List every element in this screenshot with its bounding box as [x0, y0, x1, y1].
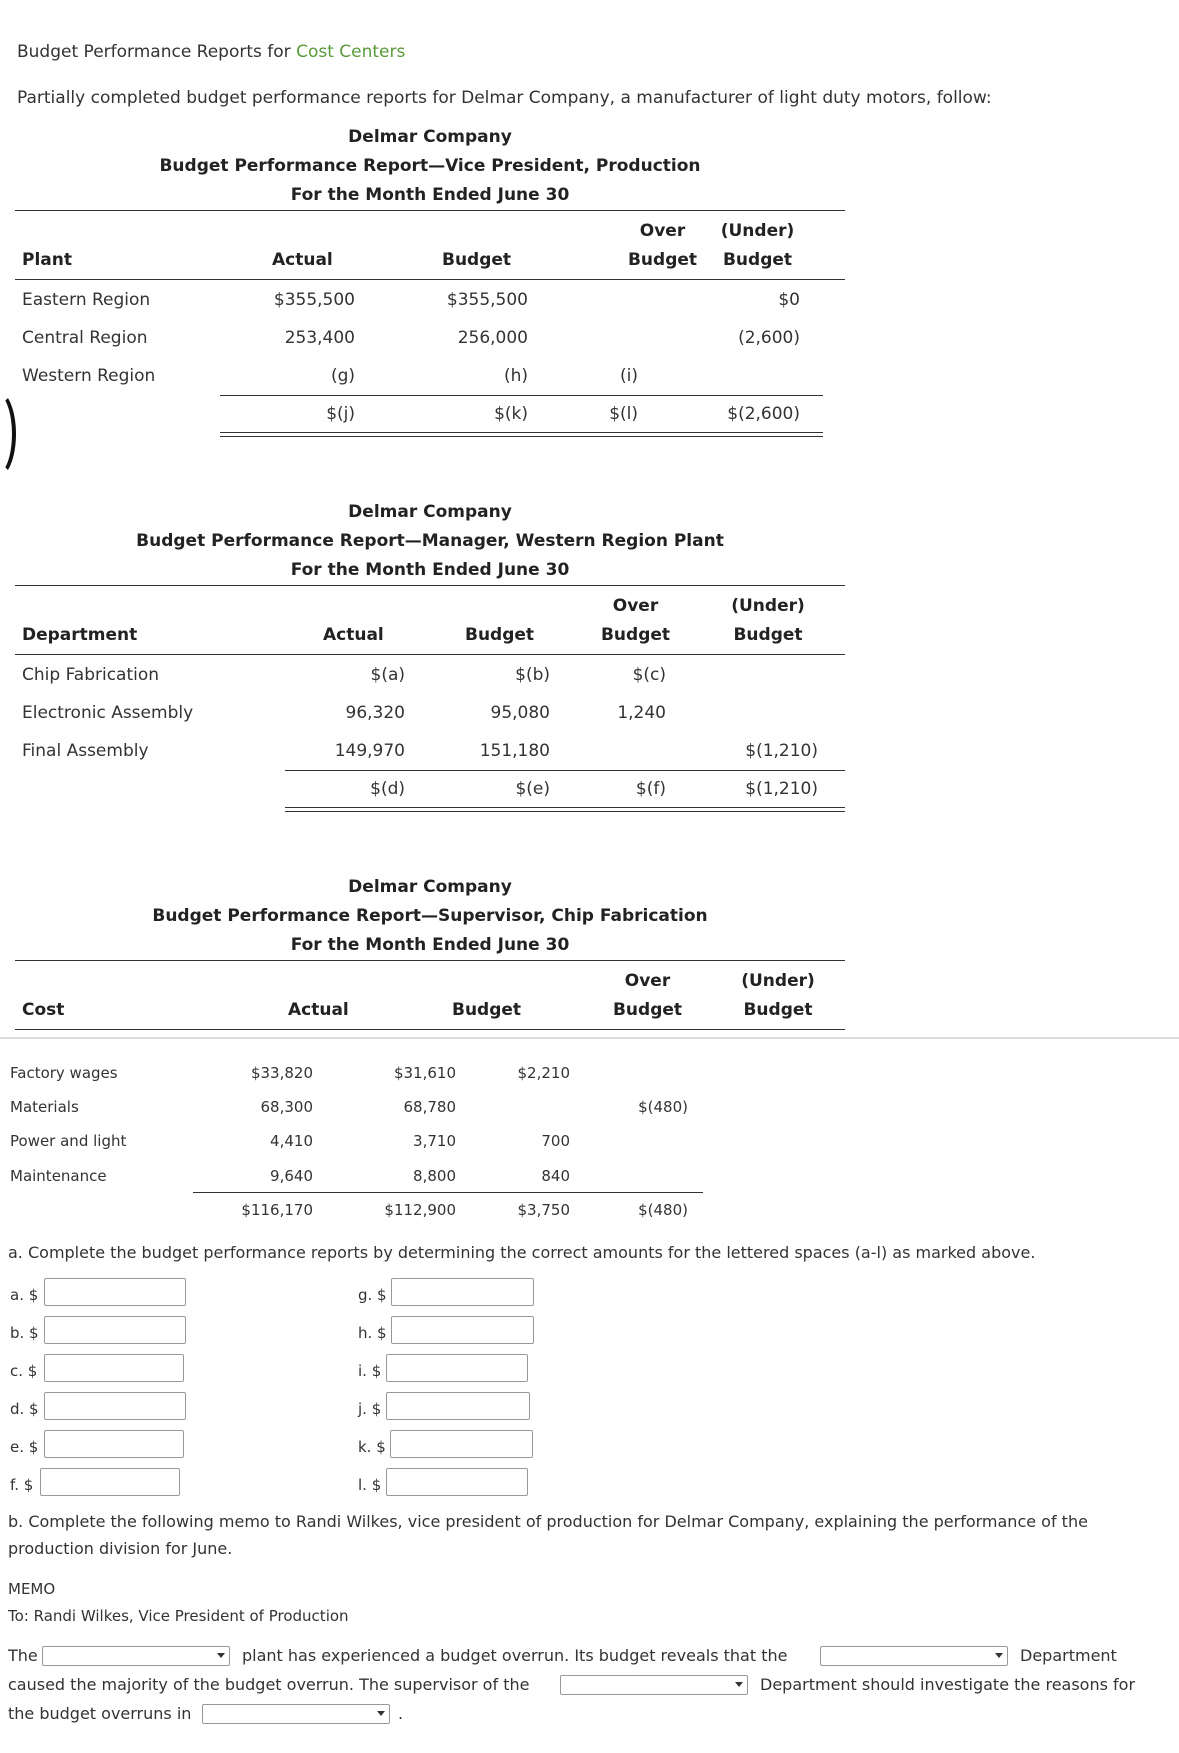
total-actual: $(d) — [370, 779, 405, 799]
answer-label-e: e. $ — [10, 1438, 39, 1456]
cell-budget: 8,800 — [413, 1167, 456, 1185]
cell-actual: $(a) — [370, 665, 405, 685]
cell-budget: 68,780 — [403, 1098, 456, 1116]
answer-input-e[interactable] — [44, 1430, 184, 1458]
report1-period: For the Month Ended June 30 — [290, 185, 570, 205]
cell-actual: 96,320 — [345, 703, 405, 723]
answer-label-h: h. $ — [358, 1324, 387, 1342]
cell-actual: $355,500 — [273, 290, 355, 310]
memo-text-3: Department — [1020, 1646, 1117, 1665]
cell-over: $(c) — [632, 665, 666, 685]
total-actual: $116,170 — [241, 1201, 313, 1219]
total-under: $(1,210) — [745, 779, 818, 799]
table-row-label: Factory wages — [10, 1064, 118, 1082]
cell-actual: 149,970 — [334, 741, 405, 761]
part-a-instruction: a. Complete the budget performance reports by determining the correct amounts for the lettered spaces (a-l) as marked above. — [8, 1243, 1036, 1262]
cell-budget: 256,000 — [457, 328, 528, 348]
total-budget: $112,900 — [384, 1201, 456, 1219]
report3-under-hdr2: Budget — [743, 1000, 813, 1020]
table-row-label: Eastern Region — [22, 290, 151, 310]
answer-label-b: b. $ — [10, 1324, 39, 1342]
table-row-label: Maintenance — [10, 1167, 107, 1185]
report1-over-hdr1: Over — [639, 221, 686, 241]
memo-text-6: the budget overruns in — [8, 1704, 192, 1723]
answer-input-g[interactable] — [391, 1278, 534, 1306]
total-over: $(f) — [635, 779, 666, 799]
report3-company: Delmar Company — [348, 877, 512, 897]
cell-budget: $(b) — [515, 665, 550, 685]
report3-over-hdr1: Over — [624, 971, 671, 991]
total-budget: $(e) — [515, 779, 550, 799]
memo-heading: MEMO — [8, 1580, 56, 1598]
answer-label-k: k. $ — [358, 1438, 386, 1456]
cell-budget: 3,710 — [413, 1132, 456, 1150]
cell-over: 700 — [541, 1132, 570, 1150]
report2-dept-hdr: Department — [22, 625, 138, 645]
total-over: $(l) — [609, 404, 638, 424]
page-title: Budget Performance Reports for Cost Centers — [17, 42, 406, 62]
report1-under-hdr1: (Under) — [720, 221, 795, 241]
cell-actual: 4,410 — [270, 1132, 313, 1150]
total-over: $3,750 — [517, 1201, 570, 1219]
report2-title: Budget Performance Report—Manager, Western Region Plant — [136, 531, 724, 551]
table-row-label: Electronic Assembly — [22, 703, 194, 723]
table-row-label: Western Region — [22, 366, 156, 386]
report2-actual-hdr: Actual — [323, 625, 384, 645]
cell-budget: $355,500 — [446, 290, 528, 310]
table-row-label: Materials — [10, 1098, 79, 1116]
total-actual: $(j) — [326, 404, 355, 424]
cell-over: (i) — [620, 366, 638, 386]
answer-label-c: c. $ — [10, 1362, 38, 1380]
report3-budget-hdr: Budget — [452, 1000, 522, 1020]
answer-input-a[interactable] — [44, 1278, 186, 1306]
answer-label-j: j. $ — [358, 1400, 382, 1418]
cell-under: $(1,210) — [745, 741, 818, 761]
answer-label-a: a. $ — [10, 1286, 39, 1304]
chevron-down-icon — [995, 1653, 1003, 1658]
answer-label-g: g. $ — [358, 1286, 387, 1304]
report2-under-hdr1: (Under) — [731, 596, 805, 616]
report2-over-hdr1: Over — [612, 596, 659, 616]
table-row-label: Final Assembly — [22, 741, 149, 761]
cell-actual: 68,300 — [260, 1098, 313, 1116]
report3-over-hdr2: Budget — [612, 1000, 683, 1020]
report2-budget-hdr: Budget — [465, 625, 535, 645]
answer-input-k[interactable] — [390, 1430, 533, 1458]
cell-actual: 9,640 — [270, 1167, 313, 1185]
table-row-label: Chip Fabrication — [22, 665, 160, 685]
report1-title: Budget Performance Report—Vice President, Production — [159, 156, 701, 176]
decorative-arc — [0, 390, 16, 478]
answer-input-h[interactable] — [391, 1316, 534, 1344]
cell-over: 840 — [541, 1167, 570, 1185]
report1-over-hdr2: Budget — [627, 250, 698, 270]
cell-over: 1,240 — [617, 703, 666, 723]
report2-over-hdr2: Budget — [600, 625, 671, 645]
memo-text-7: . — [398, 1704, 404, 1723]
report1-plant-hdr: Plant — [22, 250, 72, 270]
chevron-down-icon — [377, 1711, 385, 1716]
department-select-2[interactable] — [560, 1675, 748, 1695]
report1-company: Delmar Company — [348, 127, 512, 147]
cell-actual: 253,400 — [284, 328, 355, 348]
plant-select[interactable] — [42, 1646, 230, 1666]
report3-actual-hdr: Actual — [288, 1000, 349, 1020]
report2-period: For the Month Ended June 30 — [290, 560, 570, 580]
answer-label-f: f. $ — [10, 1476, 34, 1494]
answer-label-l: l. $ — [358, 1476, 382, 1494]
cell-over: $2,210 — [517, 1064, 570, 1082]
answer-input-j[interactable] — [386, 1392, 530, 1420]
memo-to: To: Randi Wilkes, Vice President of Production — [8, 1607, 349, 1625]
cell-budget: $31,610 — [393, 1064, 456, 1082]
cell-under: (2,600) — [738, 328, 800, 348]
cell-under: $0 — [778, 290, 800, 310]
answer-input-f[interactable] — [40, 1468, 180, 1496]
cost-select[interactable] — [202, 1704, 390, 1724]
report1-actual-hdr: Actual — [272, 250, 333, 270]
report2-under-hdr2: Budget — [733, 625, 803, 645]
memo-text-1: The — [8, 1646, 38, 1665]
answer-input-l[interactable] — [386, 1468, 528, 1496]
cell-actual: (g) — [330, 366, 355, 386]
cell-under: $(480) — [638, 1098, 688, 1116]
department-select-1[interactable] — [820, 1646, 1008, 1666]
memo-text-5: Department should investigate the reasons for — [760, 1675, 1136, 1694]
answer-input-d[interactable] — [44, 1392, 186, 1420]
memo-text-4: caused the majority of the budget overrun. The supervisor of the — [8, 1675, 530, 1694]
report3-under-hdr1: (Under) — [741, 971, 815, 991]
total-under: $(480) — [638, 1201, 688, 1219]
cost-centers-link[interactable]: Cost Centers — [296, 42, 406, 62]
chevron-down-icon — [735, 1682, 743, 1687]
answer-input-b[interactable] — [44, 1316, 186, 1344]
report3-title: Budget Performance Report—Supervisor, Chip Fabrication — [152, 906, 708, 926]
answer-input-i[interactable] — [386, 1354, 528, 1382]
cell-budget: (h) — [503, 366, 528, 386]
table-row-label: Power and light — [10, 1132, 127, 1150]
memo-text-2: plant has experienced a budget overrun. Its budget reveals that the — [242, 1646, 788, 1665]
part-b-instruction-2: production division for June. — [8, 1539, 233, 1558]
answer-label-d: d. $ — [10, 1400, 39, 1418]
cell-budget: 151,180 — [479, 741, 550, 761]
part-b-instruction-1: b. Complete the following memo to Randi Wilkes, vice president of production for Delmar Company, explaining the performance of the — [8, 1512, 1088, 1531]
total-under: $(2,600) — [727, 404, 800, 424]
report2-company: Delmar Company — [348, 502, 512, 522]
intro-text: Partially completed budget performance reports for Delmar Company, a manufacturer of light duty motors, follow: — [17, 88, 992, 108]
report1-under-hdr2: Budget — [722, 250, 793, 270]
total-budget: $(k) — [494, 404, 528, 424]
chevron-down-icon — [217, 1653, 225, 1658]
answer-label-i: i. $ — [358, 1362, 382, 1380]
answer-input-c[interactable] — [44, 1354, 184, 1382]
cell-actual: $33,820 — [250, 1064, 313, 1082]
table-row-label: Central Region — [22, 328, 148, 348]
report3-period: For the Month Ended June 30 — [290, 935, 570, 955]
report1-budget-hdr: Budget — [442, 250, 512, 270]
report3-cost-hdr: Cost — [22, 1000, 65, 1020]
cell-budget: 95,080 — [490, 703, 550, 723]
